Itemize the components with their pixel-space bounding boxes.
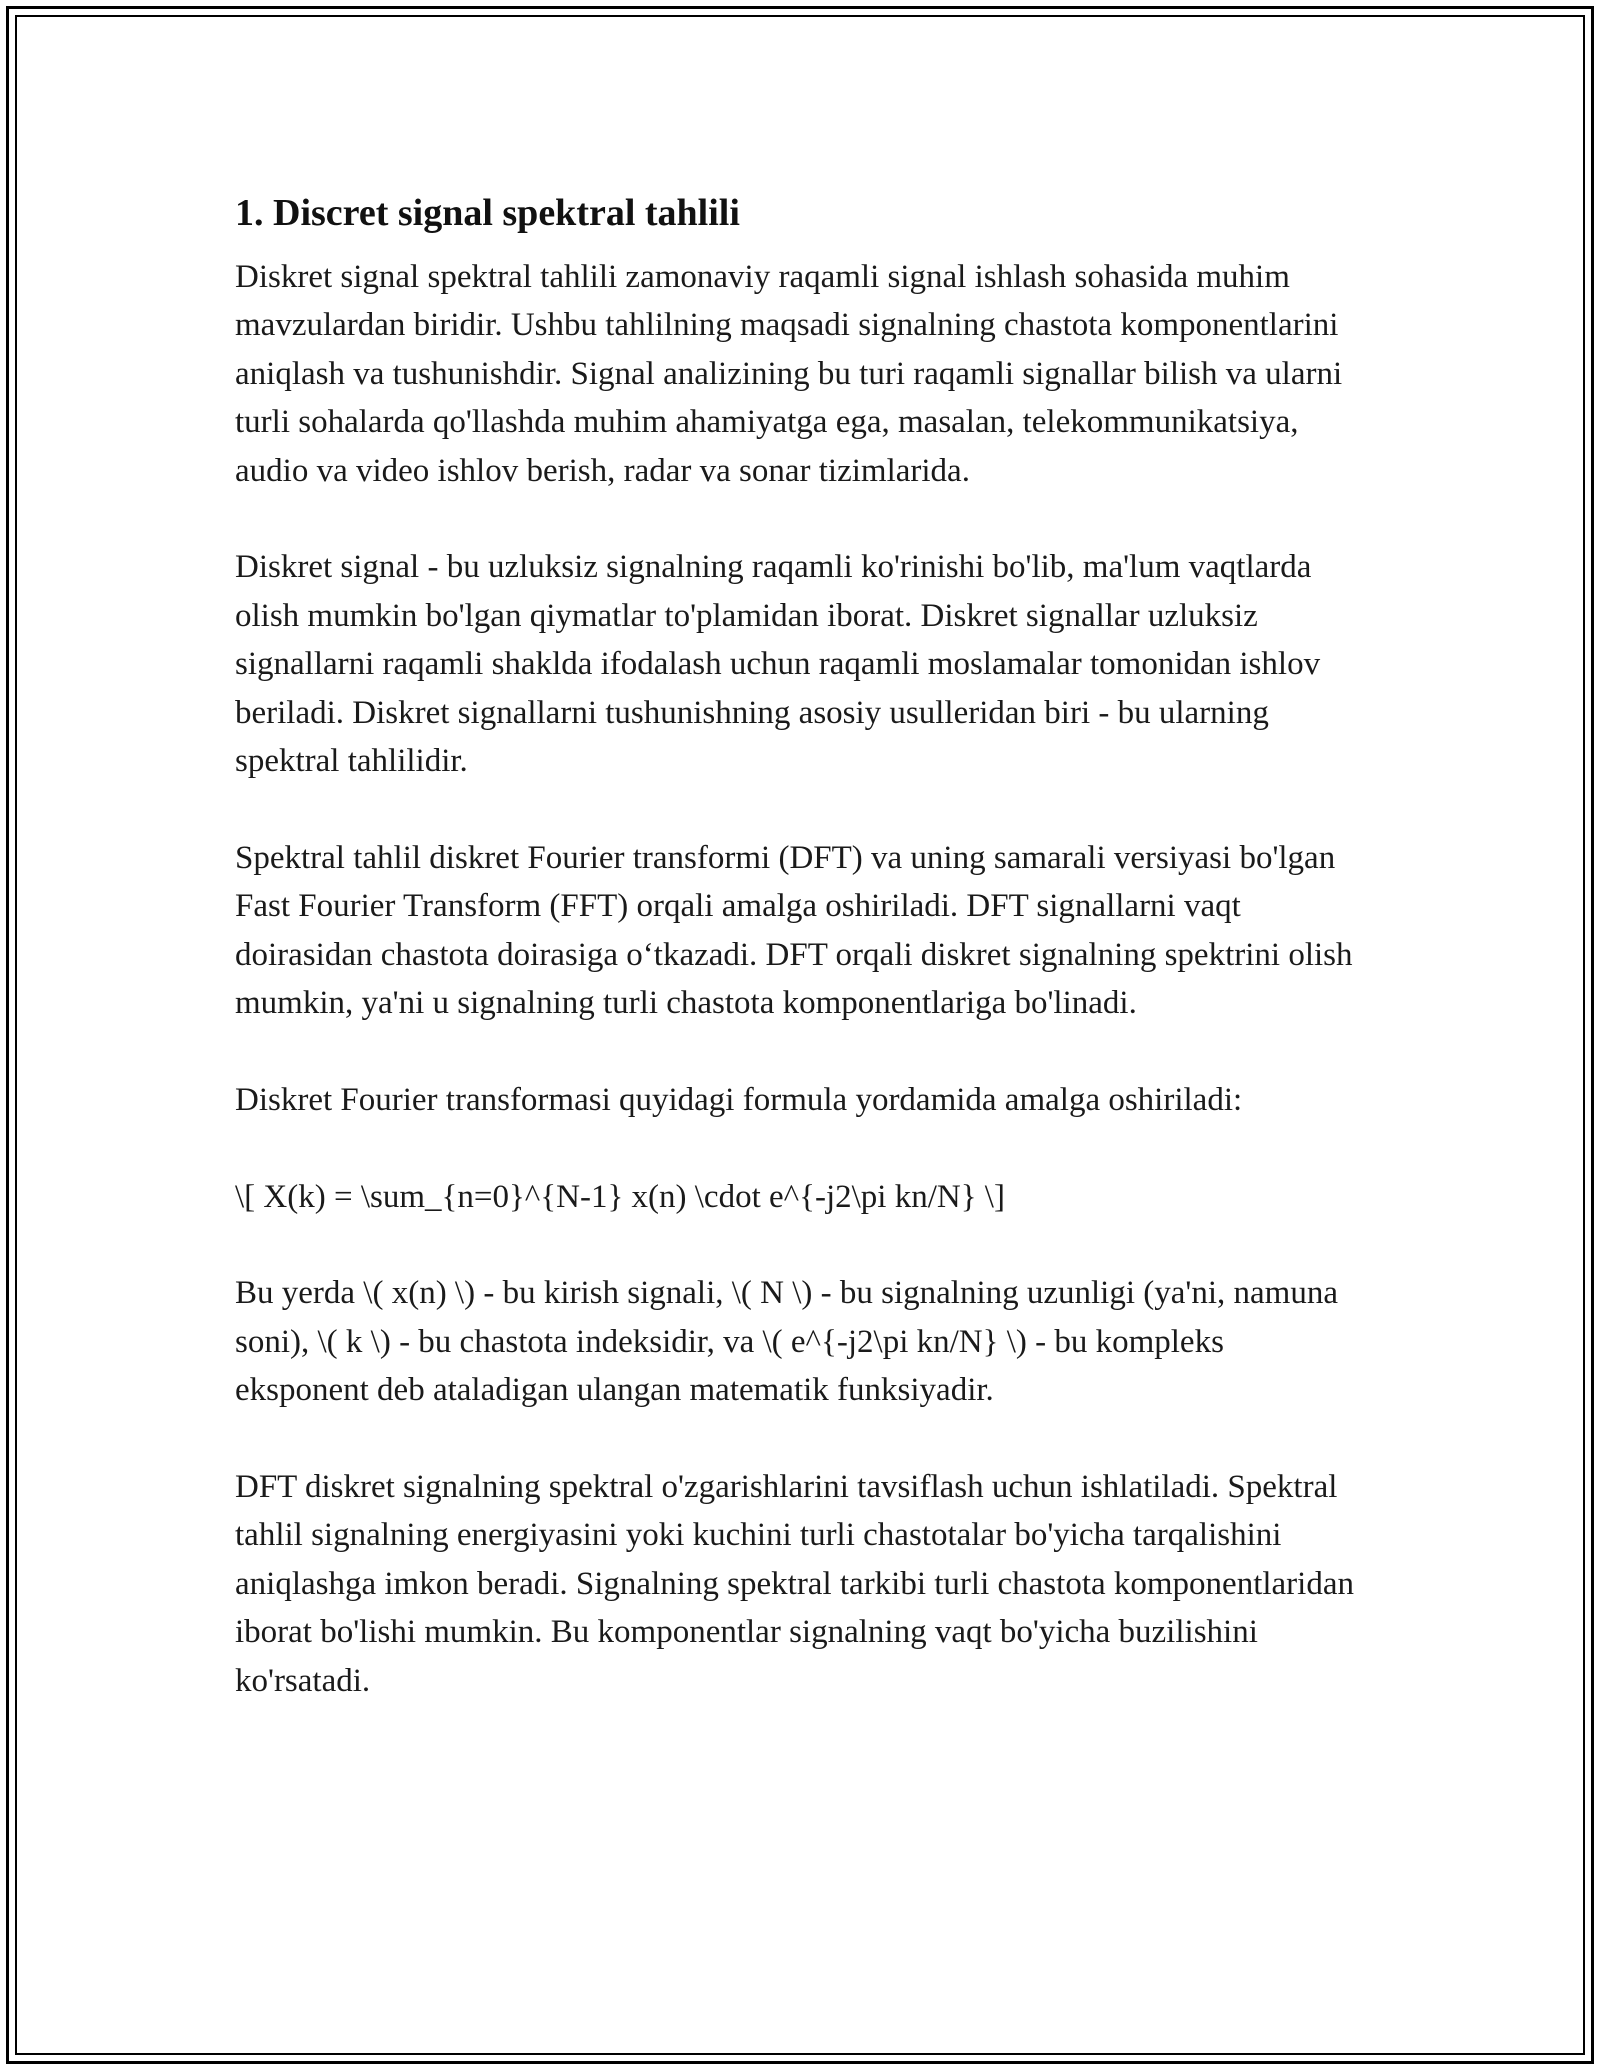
section-title: 1. Discret signal spektral tahlili [235,192,740,234]
paragraph-formula-explanation: Bu yerda \( x(n) \) - bu kirish signali, \( N \) - bu signalning uzunligi (ya'ni, namuna soni), \( k \) - bu chastota indeksidir, va \( e^{-j2\pi kn/N} \) - bu kompleks eksponent deb ataladigan ulangan matematik funksiyadir. [235,1275,1338,1409]
paragraph-dft-fft: Spektral tahlil diskret Fourier transformi (DFT) va uning samarali versiyasi bo'lgan Fast Fourier Transform (FFT) orqali amalga oshiriladi. DFT signallarni vaqt doirasidan chastota doirasiga o‘tkazadi. DFT orqali diskret signalning spektrini olish mumkin, ya'ni u signalning turli chastota komponentlariga bo'linadi. [235,839,1353,1022]
paragraph-discrete-signal: Diskret signal - bu uzluksiz signalning raqamli ko'rinishi bo'lib, ma'lum vaqtlarda olish mumkin bo'lgan qiymatlar to'plamidan iborat. Diskret signallar uzluksiz signallarni raqamli shaklda ifodalash uchun raqamli moslamalar tomonidan ishlov beriladi. Diskret signallarni tushunishning asosiy usulleridan biri - bu ularning spektral tahlilidir. [235,549,1321,780]
paragraph-conclusion: DFT diskret signalning spektral o'zgarishlarini tavsiflash uchun ishlatiladi. Spektral tahlil signalning energiyasini yoki kuchini turli chastotalar bo'yicha tarqalishini aniqlashga imkon beradi. Signalning spektral tarkibi turli chastota komponentlaridan iborat bo'lishi mumkin. Bu komponentlar signalning vaqt bo'yicha buzilishini ko'rsatadi. [235,1469,1354,1699]
paragraph-formula: \[ X(k) = \sum_{n=0}^{N-1} x(n) \cdot e^{-j2\pi kn/N} \] [235,1178,1005,1215]
paragraph-formula-intro: Diskret Fourier transformasi quyidagi formula yordamida amalga oshiriladi: [235,1081,1243,1118]
document-body [235,185,1365,1753]
paragraph-intro: Diskret signal spektral tahlili zamonaviy raqamli signal ishlash sohasida muhim mavzulardan biridir. Ushbu tahlilning maqsadi signalning chastota komponentlarini aniqlash va tushunishdir. Signal analizining bu turi raqamli signallar bilish va ularni turli sohalarda qo'llashda muhim ahamiyatga ega, masalan, telekommunikatsiya, audio va video ishlov berish, radar va sonar tizimlarida. [235,259,1343,489]
